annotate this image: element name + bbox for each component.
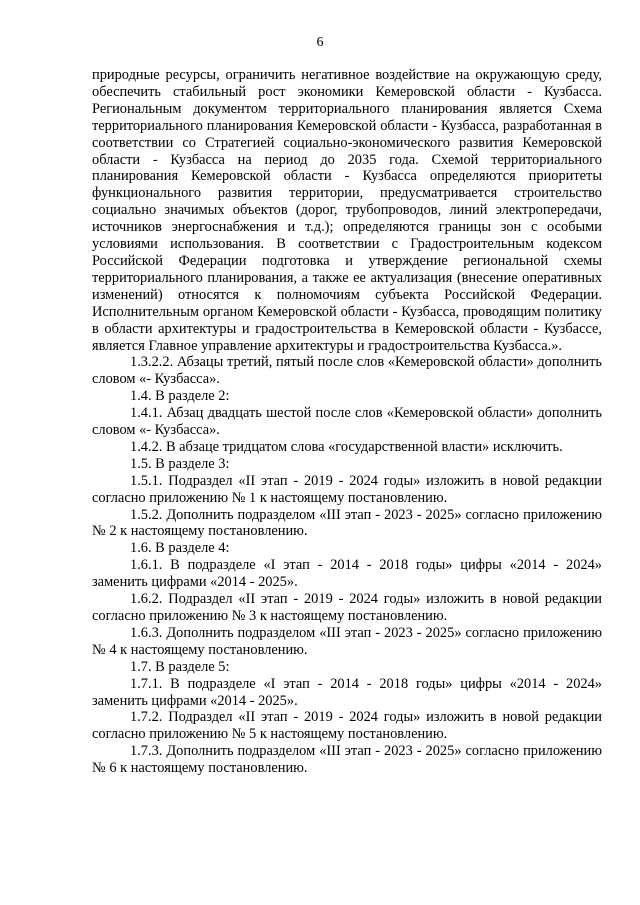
paragraph-1-4: 1.4. В разделе 2: — [130, 388, 230, 405]
paragraph-1-6-2: 1.6.2. Подраздел «II этап - 2019 - 2024 годы» изложить в новой редакции согласно приложению № 3 к настоящему постановлению. — [92, 591, 602, 624]
paragraph-1-6-1: 1.6.1. В подразделе «I этап - 2014 - 2018 годы» цифры «2014 - 2024» заменить цифрами «2014 - 2025». — [92, 557, 602, 591]
paragraph-1-3-2-2: 1.3.2.2. Абзацы третий, пятый после слов «Кемеровской области» дополнить словом «- Кузбасса». — [92, 354, 602, 388]
paragraph-1-7-2: 1.7.2. Подраздел «II этап - 2019 - 2024 годы» изложить в новой редакции согласно приложению № 5 к настоящему постановлению. — [92, 709, 602, 743]
paragraph-1-4-1: 1.4.1. Абзац двадцать шестой после слов «Кемеровской области» дополнить словом «- Кузбасса». — [92, 405, 602, 439]
paragraph-1-7-1: 1.7.1. В подразделе «I этап - 2014 - 2018 годы» цифры «2014 - 2024» заменить цифрами «2014 - 2025». — [92, 675, 602, 709]
paragraph-1-6-3: 1.6.3. Дополнить подразделом «III этап - 2023 - 2025» согласно приложению № 4 к настоящему постановлению. — [92, 624, 602, 658]
document-body — [92, 67, 602, 777]
paragraph-1-5-2: 1.5.2. Дополнить подразделом «III этап - 2023 - 2025» согласно приложению № 2 к настоящему постановлению. — [92, 506, 602, 540]
paragraph-intro-continuation: природные ресурсы, ограничить негативное воздействие на окружающую среду, обеспечить стабильный рост экономики Кемеровской области - Кузбасса. Региональным документом территориального планирования является Схема территориального планирования Кемеровской области - Кузбасса, разработанная в соответствии со Стратегией социально-экономического развития Кемеровской области - Кузбасса на период до 2035 года. Схемой территориального планирования Кемеровской области - Кузбасса определяются приоритеты функционального развития территории, предусматривается строительство социально значимых объектов (дорог, трубопроводов, линий электропередачи, источников энергоснабжения и т.д.); определяются границы зон с особыми условиями использования. В соответствии с Градостроительным кодексом Российской Федерации подготовка и утверждение региональной схемы территориального планирования, а также ее актуализация (внесение оперативных изменений) относятся к полномочиям субъекта Российской Федерации. Исполнительным органом Кемеровской области - Кузбасса, проводящим политику в области архитектуры и градостроительства в Кемеровской области - Кузбассе, является Главное управление архитектуры и градостроительства Кузбасса.». — [92, 67, 602, 354]
paragraph-1-7: 1.7. В разделе 5: — [130, 658, 230, 675]
paragraph-1-4-2: 1.4.2. В абзаце тридцатом слова «государственной власти» исключить. — [130, 438, 563, 455]
paragraph-1-5: 1.5. В разделе 3: — [130, 455, 230, 472]
page-number: 6 — [316, 35, 324, 50]
paragraph-1-5-1: 1.5.1. Подраздел «II этап - 2019 - 2024 годы» изложить в новой редакции согласно приложению № 1 к настоящему постановлению. — [92, 472, 602, 506]
paragraph-1-7-3: 1.7.3. Дополнить подразделом «III этап - 2023 - 2025» согласно приложению № 6 к настоящему постановлению. — [92, 743, 602, 777]
paragraph-1-6: 1.6. В разделе 4: — [130, 540, 230, 557]
